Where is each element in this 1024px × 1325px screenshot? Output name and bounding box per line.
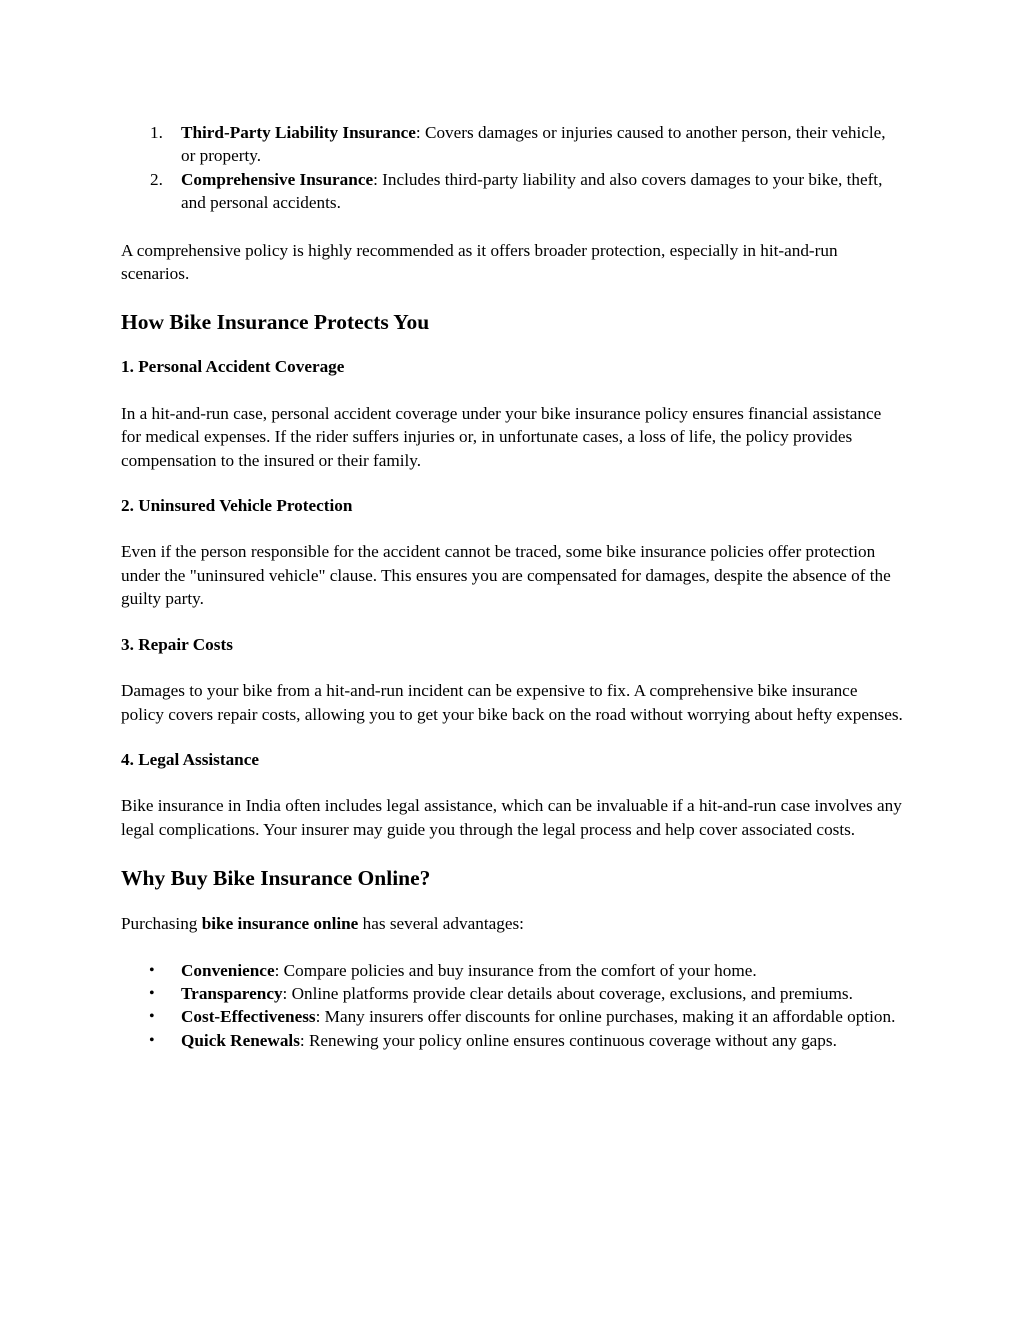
- list-item: [121, 959, 904, 982]
- online-intro-prefix: Purchasing: [121, 914, 202, 934]
- list-item-text: : Covers damages or injuries caused to another person, their vehicle, or property.: [181, 123, 886, 166]
- online-intro-paragraph: [121, 912, 904, 935]
- list-item-term: Convenience: [181, 960, 275, 980]
- list-number: 2.: [150, 169, 163, 189]
- protects-heading: How Bike Insurance Protects You: [121, 310, 430, 335]
- online-heading: Why Buy Bike Insurance Online?: [121, 866, 431, 891]
- legal-assistance-heading: 4. Legal Assistance: [121, 749, 259, 769]
- bullet-icon: •: [149, 961, 155, 979]
- legal-assistance-paragraph: Bike insurance in India often includes legal assistance, which can be invaluable if a hit-and-run case involves any legal complications. Your insurer may guide you through the legal process and help cover associated costs.: [121, 796, 902, 839]
- recommend-paragraph: A comprehensive policy is highly recommended as it offers broader protection, especially in hit-and-run scenarios.: [121, 240, 838, 284]
- list-item: [121, 1005, 904, 1028]
- list-item: [121, 168, 904, 215]
- insurance-types-list: [121, 121, 904, 215]
- bullet-icon: •: [149, 984, 155, 1002]
- repair-costs-heading: 3. Repair Costs: [121, 634, 233, 654]
- bullet-icon: •: [149, 1008, 155, 1026]
- list-item-term: Quick Renewals: [181, 1030, 300, 1050]
- repair-costs-paragraph: Damages to your bike from a hit-and-run incident can be expensive to fix. A comprehensive bike insurance policy covers repair costs, allowing you to get your bike back on the road without worrying about hefty expenses.: [121, 681, 903, 724]
- list-item: [121, 121, 904, 168]
- list-item-term: Transparency: [181, 983, 283, 1003]
- list-item-text: : Renewing your policy online ensures continuous coverage without any gaps.: [299, 1030, 837, 1050]
- advantages-list: [121, 959, 904, 1053]
- bullet-icon: •: [149, 1031, 155, 1049]
- list-item-term: Cost-Effectiveness: [181, 1007, 316, 1027]
- uninsured-vehicle-paragraph: Even if the person responsible for the accident cannot be traced, some bike insurance policies offer protection under the "uninsured vehicle" clause. This ensures you are compensated for damages, despite the absence of the guilty party.: [121, 542, 891, 609]
- list-item-text: : Includes third-party liability and also covers damages to your bike, theft, and personal accidents.: [181, 169, 883, 213]
- online-intro-suffix: has several advantages:: [358, 914, 524, 934]
- personal-accident-heading: 1. Personal Accident Coverage: [121, 357, 345, 377]
- uninsured-vehicle-heading: 2. Uninsured Vehicle Protection: [121, 496, 353, 516]
- list-item-text: : Many insurers offer discounts for online purchases, making it an affordable option.: [315, 1007, 896, 1027]
- list-item: [121, 1029, 904, 1052]
- list-number: 1.: [150, 123, 163, 142]
- online-intro-bold: bike insurance online: [201, 914, 359, 934]
- personal-accident-paragraph: In a hit-and-run case, personal accident coverage under your bike insurance policy ensures financial assistance for medical expenses. If the rider suffers injuries or, in unfortunate cases, a loss of life, the policy provides compensation to the insured or their family.: [121, 403, 882, 470]
- list-item-text: : Compare policies and buy insurance from the comfort of your home.: [274, 960, 757, 980]
- list-item: [121, 982, 904, 1005]
- list-item-term: Third-Party Liability Insurance: [181, 123, 416, 142]
- list-item-text: : Online platforms provide clear details about coverage, exclusions, and premiums.: [282, 983, 853, 1003]
- list-item-term: Comprehensive Insurance: [181, 169, 374, 189]
